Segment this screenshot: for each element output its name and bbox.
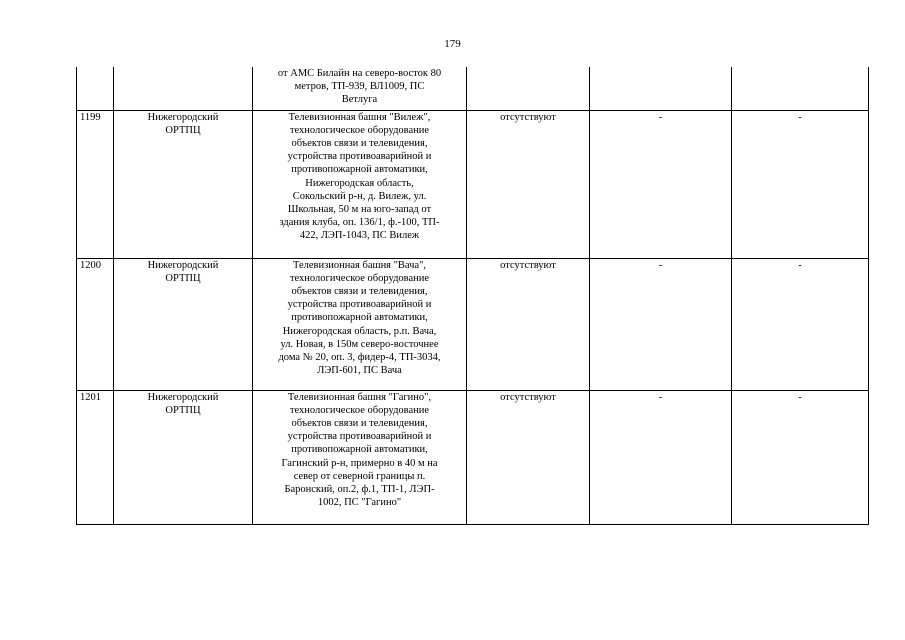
description-line: противопожарной автоматики, — [291, 444, 428, 456]
organization-line: Нижегородский — [147, 111, 219, 123]
status-cell: отсутствуют — [467, 390, 590, 524]
table-body — [77, 67, 869, 524]
organization-line: ОРТПЦ — [165, 272, 201, 284]
organization-line: Нижегородский — [147, 259, 219, 271]
description-line: противопожарной автоматики, — [291, 164, 428, 176]
column-b-cell: - — [732, 258, 869, 390]
row-number-cell: 1200 — [77, 258, 114, 390]
description-line: устройства противоаварийной и — [287, 299, 432, 311]
column-b-cell: - — [732, 390, 869, 524]
description-line: ЛЭП-601, ПС Вача — [317, 365, 402, 377]
description-line: Сокольский р-н, д. Вилеж, ул. — [292, 190, 427, 202]
description-line: объектов связи и телевидения, — [291, 137, 428, 149]
description-cell — [253, 390, 467, 524]
organization-cell — [114, 67, 253, 110]
organization-line: Нижегородский — [147, 391, 219, 403]
table-row — [77, 258, 869, 390]
description-line: технологическое оборудование — [289, 272, 430, 284]
description-line: технологическое оборудование — [289, 404, 430, 416]
description-line: Баронский, оп.2, ф.1, ТП-1, ЛЭП- — [284, 483, 435, 495]
description-line: 422, ЛЭП-1043, ПС Вилеж — [299, 230, 420, 242]
description-line: устройства противоаварийной и — [287, 151, 432, 163]
description-line: здания клуба, оп. 136/1, ф.-100, ТП- — [279, 217, 440, 229]
description-line: Ветлуга — [341, 94, 378, 106]
column-a-cell — [590, 67, 732, 110]
description-line: Нижегородская область, р.п. Вача, — [282, 325, 437, 337]
row-number-cell — [77, 67, 114, 110]
description-line: объектов связи и телевидения, — [291, 285, 428, 297]
description-line: устройства противоаварийной и — [287, 431, 432, 443]
row-number-cell: 1199 — [77, 110, 114, 258]
column-a-cell: - — [590, 390, 732, 524]
document-table — [76, 67, 869, 525]
organization-line: ОРТПЦ — [165, 404, 201, 416]
table-row — [77, 67, 869, 110]
description-line: Телевизионная башня "Вача", — [292, 259, 427, 271]
description-cell — [253, 258, 467, 390]
description-line: технологическое оборудование — [289, 124, 430, 136]
organization-cell — [114, 110, 253, 258]
description-line: от АМС Билайн на северо-восток 80 — [277, 68, 442, 79]
description-line: противопожарной автоматики, — [291, 312, 428, 324]
description-line: Нижегородская область, — [305, 177, 414, 189]
description-line: Гагинский р-н, примерно в 40 м на — [281, 457, 438, 469]
organization-cell — [114, 390, 253, 524]
description-line: метров, ТП-939, ВЛ1009, ПС — [294, 81, 425, 93]
column-a-cell: - — [590, 110, 732, 258]
column-a-cell: - — [590, 258, 732, 390]
page-number: 179 — [444, 38, 461, 50]
column-b-cell — [732, 67, 869, 110]
status-cell: отсутствуют — [467, 110, 590, 258]
description-line: Телевизионная башня "Вилеж", — [288, 111, 431, 123]
description-line: ул. Новая, в 150м северо-восточнее — [280, 338, 439, 350]
table-row — [77, 390, 869, 524]
status-cell: отсутствуют — [467, 258, 590, 390]
organization-line: ОРТПЦ — [165, 124, 201, 136]
description-line: дома № 20, оп. 3, фидер-4, ТП-3034, — [278, 351, 441, 363]
row-number-cell: 1201 — [77, 390, 114, 524]
description-line: объектов связи и телевидения, — [291, 417, 428, 429]
description-cell — [253, 67, 467, 110]
column-b-cell: - — [732, 110, 869, 258]
organization-cell — [114, 258, 253, 390]
description-line: 1002, ПС "Гагино" — [317, 497, 402, 509]
status-cell — [467, 67, 590, 110]
description-line: Телевизионная башня "Гагино", — [287, 391, 432, 403]
description-line: север от северной границы п. — [293, 470, 426, 482]
description-cell — [253, 110, 467, 258]
description-line: Школьная, 50 м на юго-запад от — [287, 203, 432, 215]
table-row — [77, 110, 869, 258]
